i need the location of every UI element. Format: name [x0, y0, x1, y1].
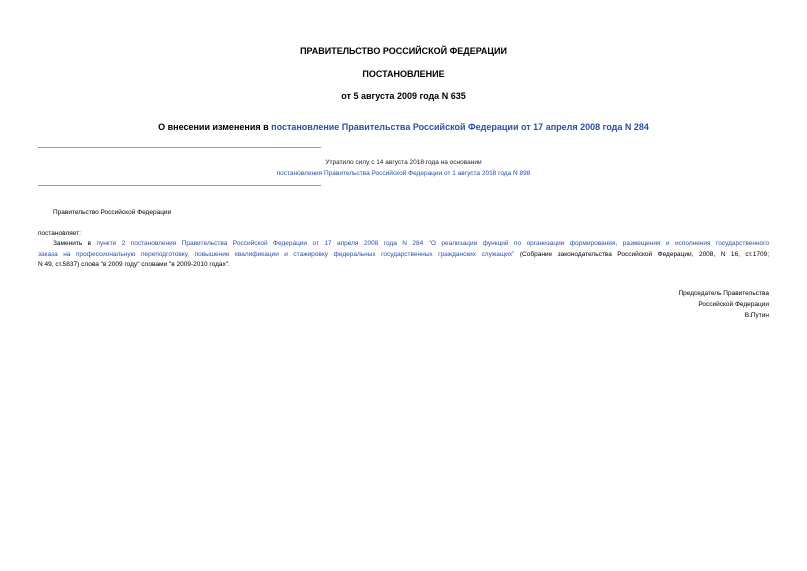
divider-top [38, 147, 321, 148]
resolution-paragraph [38, 239, 769, 271]
signatory-name: В.Путин [744, 312, 769, 319]
repealing-decree-link[interactable]: постановления Правительства Российской Федерации от 1 августа 2018 года N 898 [276, 170, 531, 177]
status-note-text: Утратило силу с 14 августа 2018 года на основании [325, 159, 482, 166]
clause-reference-link-cont[interactable]: заказа на профессиональную переподготовку, повышение квалификации и стажировку федеральных государственных гражданских служащих" [38, 250, 515, 258]
paragraph-line-1 [38, 239, 769, 250]
document-date-number: от 5 августа 2009 года N 635 [341, 91, 466, 101]
paragraph-prefix: Заменить в [53, 240, 97, 247]
amended-decree-link[interactable]: постановление Правительства Российской Федерации от 17 апреля 2008 года N 284 [271, 122, 649, 132]
signatory-position-2: Российской Федерации [698, 301, 769, 308]
document-type: ПОСТАНОВЛЕНИЕ [362, 69, 445, 79]
divider-bottom [38, 185, 321, 186]
government-name: Правительство Российской Федерации [53, 209, 172, 216]
signatory-position-1: Председатель Правительства [678, 290, 769, 297]
legislation-reference: (Собрание законодательства Российской Федерации, 2008, N 16, ст.1709; [514, 250, 769, 258]
clause-reference-link[interactable]: пункте 2 постановления Правительства Российской Федерации от 17 апреля 2008 года N 284 "О реализации функций по организации формирования, размещения и исполнения государственного [96, 240, 769, 247]
decrees-word: постановляет: [38, 230, 81, 237]
issuing-authority: ПРАВИТЕЛЬСТВО РОССИЙСКОЙ ФЕДЕРАЦИИ [300, 46, 507, 56]
document-title [0, 122, 807, 132]
paragraph-line-3: N 49, ст.5837) слова "в 2009 году" словами "в 2009-2010 годах". [38, 261, 230, 268]
paragraph-line-2 [38, 250, 769, 261]
document-title-prefix: О внесении изменения в [158, 122, 272, 132]
